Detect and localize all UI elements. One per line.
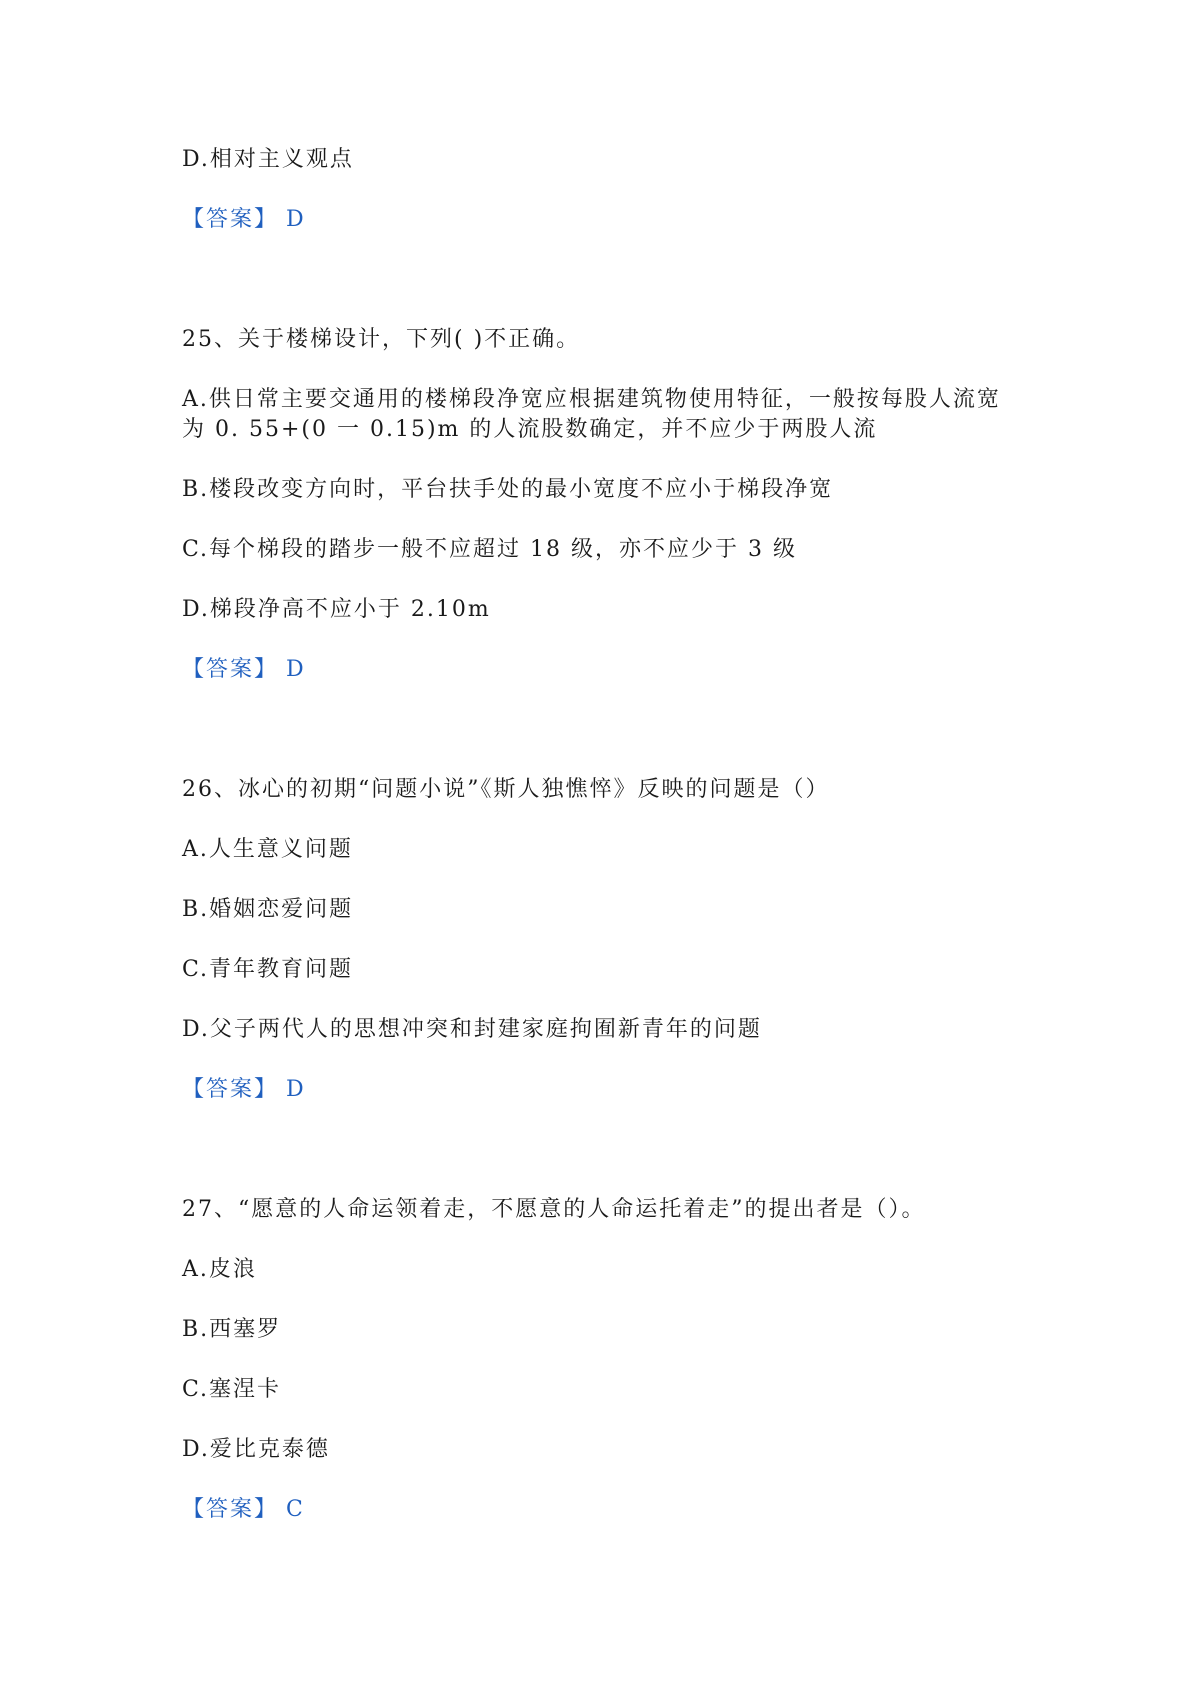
q25-answer	[182, 655, 306, 685]
question-25: 25、关于楼梯设计，下列( )不正确。	[182, 327, 581, 352]
q25-option-a-line1: A.供日常主要交通用的楼梯段净宽应根据建筑物使用特征，一般按每股人流宽	[182, 387, 1001, 412]
answer-label: 【答案】	[182, 657, 279, 682]
q27-answer	[182, 1495, 305, 1525]
q27-option-b: B.西塞罗	[182, 1317, 282, 1342]
q26-option-d: D.父子两代人的思想冲突和封建家庭拘囿新青年的问题	[182, 1017, 762, 1042]
q26-option-b: B.婚姻恋爱问题	[182, 897, 354, 922]
q25-option-a-line2: 为 0. 55+(0 一 0.15)m 的人流股数确定，并不应少于两股人流	[182, 417, 878, 442]
answer-label: 【答案】	[182, 207, 279, 232]
question-27: 27、“愿意的人命运领着走，不愿意的人命运托着走”的提出者是（）。	[182, 1197, 926, 1222]
question-26: 26、冰心的初期“问题小说”《斯人独憔悴》反映的问题是（）	[182, 777, 830, 802]
q26-option-a: A.人生意义问题	[182, 837, 353, 862]
answer-value: D	[286, 207, 306, 232]
q25-option-b: B.楼段改变方向时，平台扶手处的最小宽度不应小于梯段净宽	[182, 477, 834, 502]
answer-label: 【答案】	[182, 1077, 279, 1102]
q25-option-c: C.每个梯段的踏步一般不应超过 18 级，亦不应少于 3 级	[182, 537, 798, 562]
q26-answer	[182, 1075, 306, 1105]
answer-value: D	[286, 657, 306, 682]
q26-option-c: C.青年教育问题	[182, 957, 354, 982]
q27-option-a: A.皮浪	[182, 1257, 257, 1282]
q27-option-d: D.爱比克泰德	[182, 1437, 330, 1462]
answer-value: D	[286, 1077, 306, 1102]
q27-option-c: C.塞涅卡	[182, 1377, 282, 1402]
answer-prev	[182, 205, 306, 235]
answer-label: 【答案】	[182, 1497, 279, 1522]
answer-value: C	[286, 1497, 305, 1522]
option-d-prev: D.相对主义观点	[182, 147, 354, 172]
q25-option-d: D.梯段净高不应小于 2.10m	[182, 597, 491, 622]
